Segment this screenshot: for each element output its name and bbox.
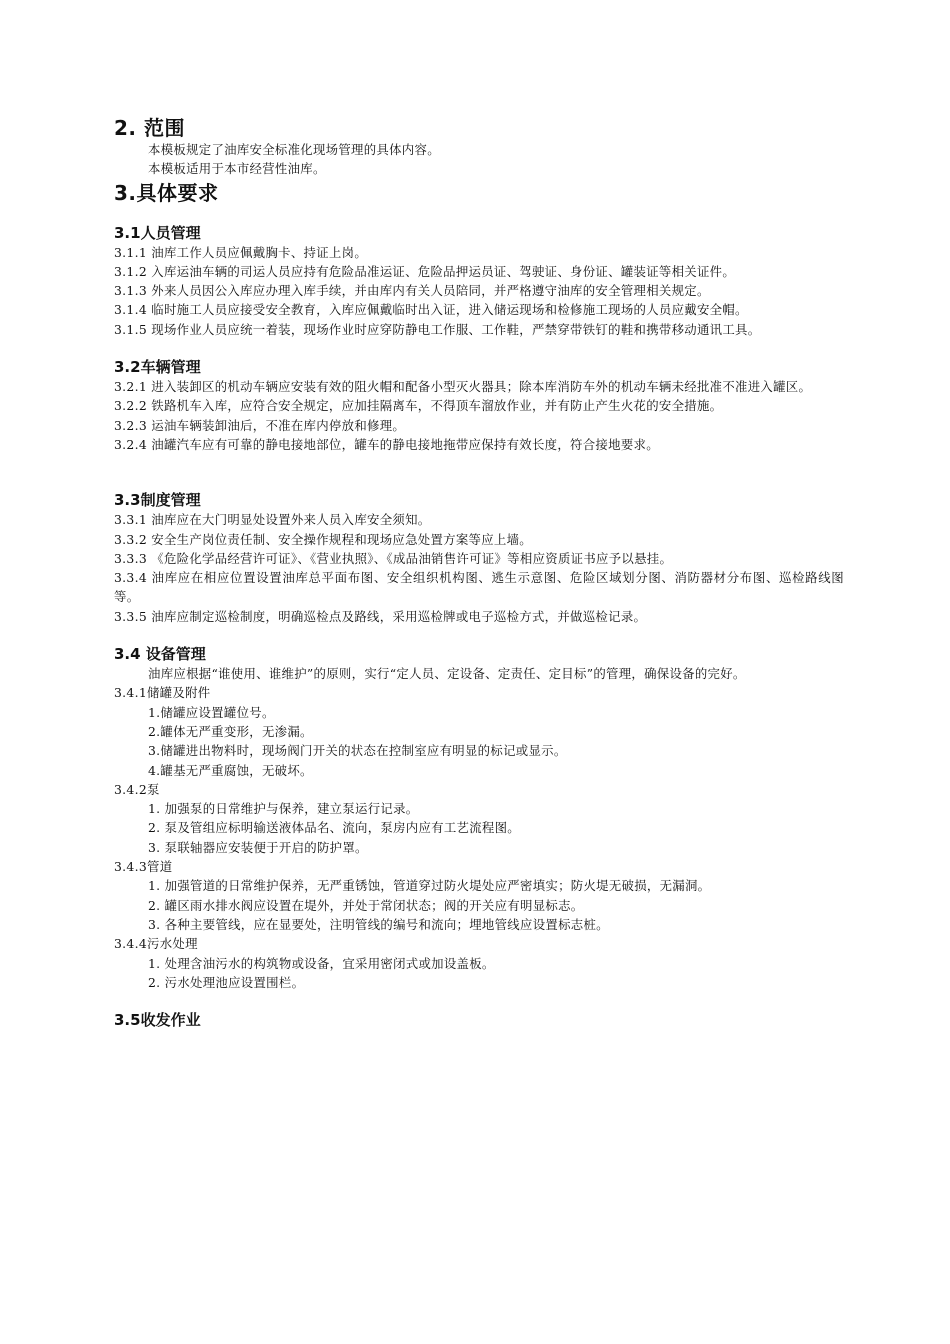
list-item: 2. 罐区雨水排水阀应设置在堤外，并处于常闭状态；阀的开关应有明显标志。 [148, 897, 584, 913]
subsection-3-4-1: 3.4.1储罐及附件 [114, 685, 211, 701]
section-3-4-intro: 油库应根据“谁使用、谁维护”的原则，实行“定人员、定设备、定责任、定目标”的管理，确保设备的完好。 [148, 666, 746, 682]
list-item: 2. 泵及管组应标明输送液体品名、流向，泵房内应有工艺流程图。 [148, 820, 520, 836]
list-item: 3. 泵联轴器应安装便于开启的防护罩。 [148, 839, 368, 855]
clause-3-1-2: 3.1.2 入库运油车辆的司运人员应持有危险品准运证、危险品押运员证、驾驶证、身份证、罐装证等相关证件。 [114, 263, 736, 279]
section-2-line-1: 本模板规定了油库安全标准化现场管理的具体内容。 [148, 142, 440, 157]
clause-3-3-4: 3.3.4 油库应在相应位置设置油库总平面布图、安全组织机构图、逃生示意图、危险区域划分图、消防器材分布图、巡检路线图等。 [114, 570, 844, 605]
clause-3-1-4: 3.1.4 临时施工人员应接受安全教育，入库应佩戴临时出入证，进入储运现场和检修施工现场的人员应戴安全帽。 [114, 302, 748, 318]
clause-3-3-1: 3.3.1 油库应在大门明显处设置外来人员入库安全须知。 [114, 512, 431, 528]
clause-3-2-4: 3.2.4 油罐汽车应有可靠的静电接地部位，罐车的静电接地拖带应保持有效长度，符合接地要求。 [114, 436, 659, 452]
subsection-3-4-2: 3.4.2泵 [114, 781, 160, 797]
subsection-3-4-3: 3.4.3管道 [114, 859, 173, 875]
section-2-line-2: 本模板适用于本市经营性油库。 [148, 161, 326, 177]
section-3-1-title: 3.1人员管理 [114, 223, 201, 242]
list-item: 1. 处理含油污水的构筑物或设备，宜采用密闭式或加设盖板。 [148, 955, 495, 971]
section-3-title: 3.具体要求 [114, 180, 219, 205]
list-item: 1.储罐应设置罐位号。 [148, 704, 275, 720]
subsection-3-4-4: 3.4.4污水处理 [114, 936, 198, 952]
section-2-title: 2. 范围 [114, 116, 185, 140]
list-item: 1. 加强泵的日常维护与保养，建立泵运行记录。 [148, 801, 419, 817]
clause-3-1-1: 3.1.1 油库工作人员应佩戴胸卡、持证上岗。 [114, 244, 368, 260]
clause-3-2-2: 3.2.2 铁路机车入库，应符合安全规定，应加挂隔离车，不得顶车溜放作业，并有防止产生火花的安全措施。 [114, 398, 723, 414]
clause-3-1-5: 3.1.5 现场作业人员应统一着装，现场作业时应穿防静电工作服、工作鞋，严禁穿带铁钉的鞋和携带移动通讯工具。 [114, 321, 761, 337]
list-item: 4.罐基无严重腐蚀，无破坏。 [148, 762, 313, 778]
list-item: 2.罐体无严重变形，无渗漏。 [148, 723, 313, 739]
section-3-3-title: 3.3制度管理 [114, 491, 201, 510]
list-item: 3. 各种主要管线，应在显要处，注明管线的编号和流向；埋地管线应设置标志桩。 [148, 916, 609, 932]
document-page [114, 116, 844, 1030]
section-3-5-title: 3.5收发作业 [114, 1011, 201, 1030]
list-item: 3.储罐进出物料时，现场阀门开关的状态在控制室应有明显的标记或显示。 [148, 743, 567, 759]
clause-3-3-2: 3.3.2 安全生产岗位责任制、安全操作规程和现场应急处置方案等应上墙。 [114, 531, 532, 547]
clause-3-3-5: 3.3.5 油库应制定巡检制度，明确巡检点及路线，采用巡检牌或电子巡检方式，并做巡检记录。 [114, 608, 647, 624]
clause-3-2-1: 3.2.1 进入装卸区的机动车辆应安装有效的阻火帽和配备小型灭火器具；除本库消防车外的机动车辆未经批准不准进入罐区。 [114, 379, 812, 395]
list-item: 2. 污水处理池应设置围栏。 [148, 974, 305, 990]
section-3-2-title: 3.2车辆管理 [114, 358, 201, 377]
clause-3-1-3: 3.1.3 外来人员因公入库应办理入库手续，并由库内有关人员陪同，并严格遵守油库的安全管理相关规定。 [114, 283, 710, 299]
clause-3-2-3: 3.2.3 运油车辆装卸油后，不准在库内停放和修理。 [114, 417, 406, 433]
list-item: 1. 加强管道的日常维护保养，无严重锈蚀，管道穿过防火堤处应严密填实；防火堤无破损，无漏洞。 [148, 878, 711, 894]
section-3-4-title: 3.4 设备管理 [114, 645, 206, 664]
clause-3-3-3: 3.3.3 《危险化学品经营许可证》、《营业执照》、《成品油销售许可证》等相应资质证书应予以悬挂。 [114, 550, 673, 566]
